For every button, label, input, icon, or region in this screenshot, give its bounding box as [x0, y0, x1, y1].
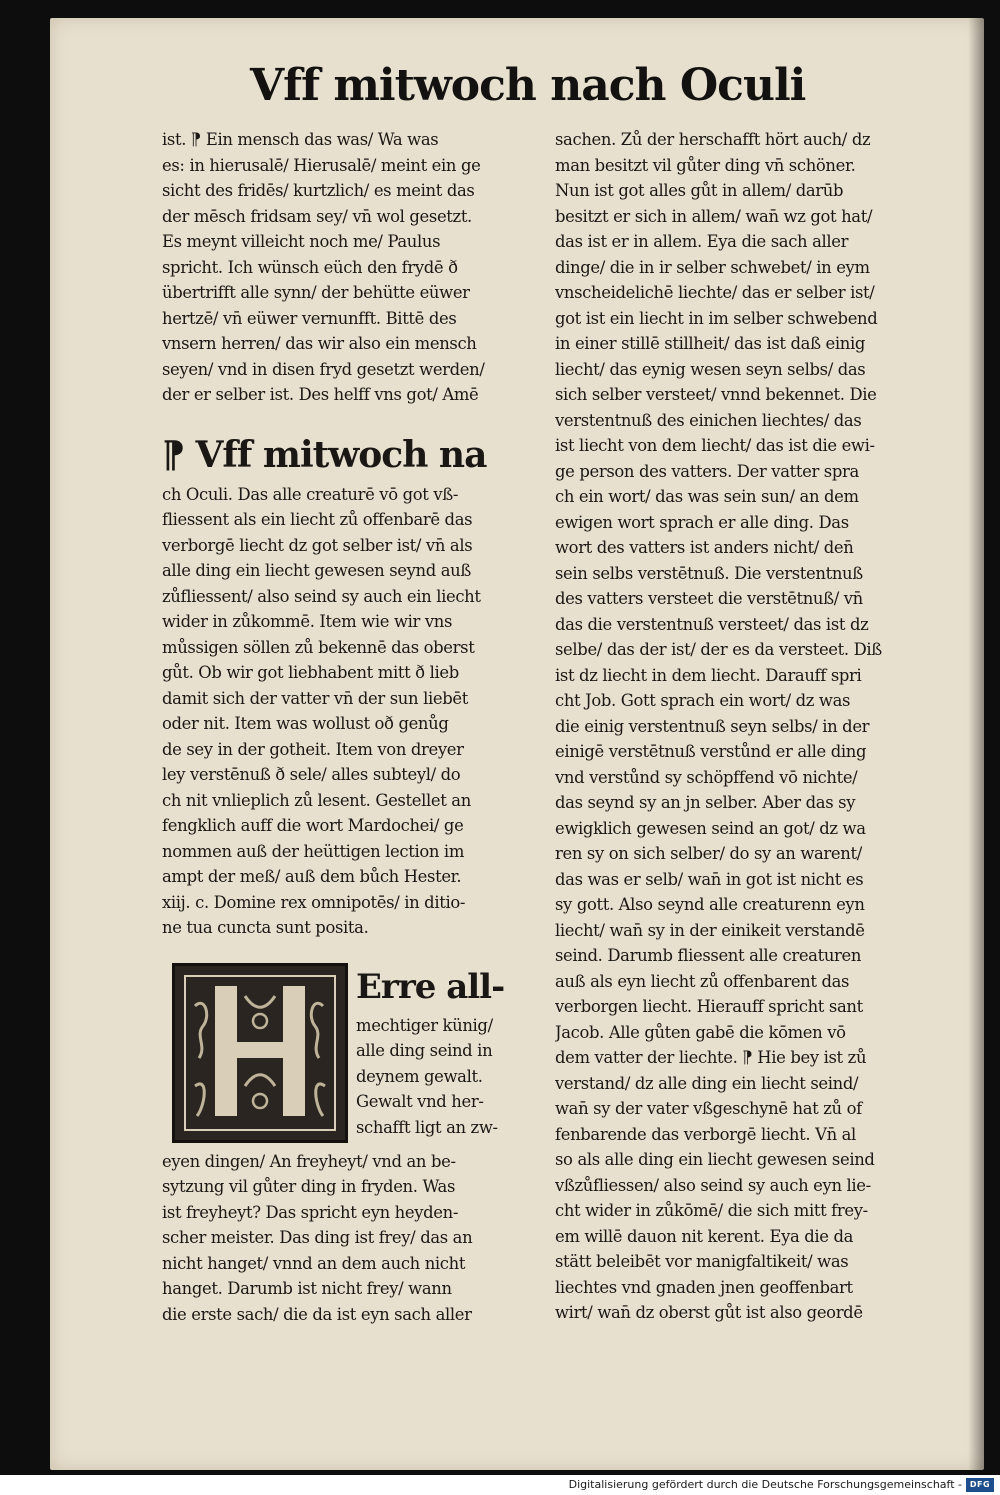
- text-line: ist freyheyt? Das spricht eyn heyden-: [162, 1202, 459, 1222]
- running-head: Vff mitwoch nach Oculi: [250, 60, 806, 111]
- text-line: ampt der meß/ auß dem bůch Hester.: [162, 867, 462, 886]
- text-line: die erste sach/ die da ist eyn sach aller: [162, 1304, 472, 1324]
- text-line: übertrifft alle synn/ der behütte eüwer: [162, 283, 470, 302]
- text-line: nicht hanget/ vnnd an dem auch nicht: [162, 1253, 466, 1273]
- text-line: das seynd sy an jn selber. Aber das sy: [555, 793, 856, 812]
- text-line: alle ding ein liecht gewesen seynd auß: [162, 561, 471, 580]
- text-line: got ist ein liecht in im selber schwebend: [555, 308, 878, 328]
- right-column-text: [555, 127, 933, 1326]
- text-line: deynem gewalt.: [356, 1066, 483, 1086]
- text-line: auß als eyn liecht zů offenbarent das: [555, 971, 850, 991]
- text-line: sein selbs verstētnuß. Die verstentnuß: [555, 563, 863, 583]
- text-line: das die verstentnuß versteet/ das ist dz: [555, 614, 869, 634]
- text-line: ist liecht von dem liecht/ das ist die ewi-: [555, 436, 875, 455]
- paragraph-gap: [162, 408, 542, 428]
- text-line: das ist er in allem. Eya die sach aller: [555, 232, 849, 251]
- text-line: wan̄ sy der vater vßgeschynē hat zů of: [555, 1099, 862, 1118]
- text-line: Es meynt villeicht noch me/ Paulus: [162, 232, 441, 251]
- paragraph-gap: [162, 941, 542, 961]
- left-column: [162, 127, 542, 1327]
- text-line: vnd verstůnd sy schöpffend vō nichte/: [555, 767, 858, 787]
- footer-bar: [0, 1475, 1000, 1495]
- text-line: xiij. c. Domine rex omnipotēs/ in ditio-: [162, 892, 466, 912]
- text-line: můssigen söllen zů bekennē das oberst: [162, 637, 475, 657]
- text-line: cht wider in zůkōmē/ die sich mitt frey-: [555, 1201, 868, 1220]
- text-line: vßzůfliessen/ also seind sy auch eyn lie-: [555, 1175, 871, 1195]
- text-line: es: in hierusalē/ Hierusalē/ meint ein ge: [162, 155, 481, 175]
- text-line: fenbarende das verborgē liecht. Vn̄ al: [555, 1124, 856, 1144]
- text-line: vnscheidelichē liechte/ das er selber ist/: [555, 283, 875, 302]
- text-line: gůt. Ob wir got liebhabent mitt ð lieb: [162, 663, 459, 682]
- footer-credit: Digitalisierung gefördert durch die Deutsche Forschungsgemeinschaft -: [568, 1478, 962, 1491]
- text-line: wirt/ wan̄ dz oberst gůt ist also geordē: [555, 1303, 863, 1322]
- text-line: fengklich auff die wort Mardochei/ ge: [162, 816, 464, 835]
- text-line: ley verstēnuß ð sele/ alles subteyl/ do: [162, 765, 461, 784]
- text-line: ne tua cuncta sunt posita.: [162, 918, 369, 937]
- text-line: vnsern herren/ das wir also ein mensch: [162, 334, 477, 353]
- right-column: [555, 127, 933, 1326]
- text-line: em willē dauon nit kerent. Eya die da: [555, 1226, 854, 1246]
- text-line: sicht des fridēs/ kurtzlich/ es meint das: [162, 181, 475, 200]
- text-line: ge person des vatters. Der vatter spra: [555, 461, 859, 481]
- text-line: sytzung vil gůter ding in fryden. Was: [162, 1177, 456, 1196]
- text-line: scher meister. Das ding ist frey/ das an: [162, 1228, 473, 1247]
- text-line: ch nit vnlieplich zů lesent. Gestellet an: [162, 790, 471, 810]
- text-line: liecht/ wan̄ sy in der einikeit verstandē: [555, 920, 865, 940]
- left-column-top-text: [162, 127, 542, 408]
- text-line: besitzt er sich in allem/ wan̄ wz got hat/: [555, 206, 873, 226]
- text-line: damit sich der vatter vn̄ der sun liebēt: [162, 688, 468, 708]
- text-line: de sey in der gotheit. Item von dreyer: [162, 739, 464, 759]
- text-line: der mēsch fridsam sey/ vn̄ wol gesetzt.: [162, 206, 472, 226]
- text-line: zůfliessent/ also seind sy auch ein liecht: [162, 586, 481, 606]
- text-line: ewigklich gewesen seind an got/ dz wa: [555, 818, 866, 838]
- text-line: sachen. Zů der herschafft hört auch/ dz: [555, 130, 871, 149]
- text-line: ren sy on sich selber/ do sy an warent/: [555, 844, 862, 863]
- text-line: oder nit. Item was wollust oð genůg: [162, 714, 449, 733]
- text-line: in einer stillē stillheit/ das ist daß einig: [555, 334, 866, 353]
- woodcut-initial-h: [172, 963, 348, 1143]
- text-line: verborgē liecht dz got selber ist/ vn̄ als: [162, 535, 473, 555]
- text-line: man besitzt vil gůter ding vn̄ schöner.: [555, 155, 856, 175]
- text-line: einigē verstētnuß verstůnd er alle ding: [555, 742, 867, 761]
- text-line: seind. Darumb fliessent alle creaturen: [555, 946, 862, 965]
- text-line: stätt beleibēt vor manigfaltikeit/ was: [555, 1252, 849, 1271]
- text-line: nommen auß der heüttigen lection im: [162, 841, 465, 861]
- text-line: dinge/ die in ir selber schwebet/ in eym: [555, 257, 870, 277]
- text-line: so als alle ding ein liecht gewesen seind: [555, 1150, 875, 1169]
- text-line: wort des vatters ist anders nicht/ den̄: [555, 538, 854, 557]
- woodcut-ornament-icon: [175, 966, 345, 1140]
- decorated-initial-block: [162, 963, 542, 1149]
- text-line: verborgen liecht. Hierauff spricht sant: [555, 997, 863, 1016]
- text-line: wider in zůkommē. Item wie wir vns: [162, 612, 453, 631]
- text-line: ewigen wort sprach er alle ding. Das: [555, 512, 849, 532]
- text-line: alle ding seind in: [356, 1041, 493, 1060]
- text-line: schafft ligt an zw-: [356, 1117, 498, 1137]
- text-line: hanget. Darumb ist nicht frey/ wann: [162, 1279, 452, 1298]
- text-line: des vatters versteet die verstētnuß/ vn̄: [555, 589, 863, 608]
- text-line: eyen dingen/ An freyheyt/ vnd an be-: [162, 1151, 456, 1171]
- spine-shadow: [968, 18, 984, 1470]
- text-line: spricht. Ich wünsch eüch den frydē ð: [162, 257, 458, 277]
- initial-adjacent-text: [356, 963, 546, 1141]
- text-line: sy gott. Also seynd alle creaturenn eyn: [555, 895, 865, 914]
- text-line: liechtes vnd gnaden jnen geoffenbart: [555, 1277, 853, 1297]
- text-line: Nun ist got alles gůt in allem/ darūb: [555, 181, 844, 200]
- initial-first-line: Erre all-: [356, 966, 505, 1007]
- text-line: ch Oculi. Das alle creaturē vō got vß-: [162, 484, 459, 504]
- text-line: dem vatter der liechte. ⁋ Hie bey ist zů: [555, 1048, 867, 1067]
- text-line: verstentnuß des einichen liechtes/ das: [555, 410, 862, 430]
- text-line: ist. ⁋ Ein mensch das was/ Wa was: [162, 130, 439, 149]
- text-line: ch ein wort/ das was sein sun/ an dem: [555, 487, 859, 506]
- text-line: verstand/ dz alle ding ein liecht seind/: [555, 1073, 859, 1093]
- text-line: cht Job. Gott sprach ein wort/ dz was: [555, 691, 851, 710]
- left-column-middle-text: [162, 482, 542, 941]
- text-line: mechtiger künig/: [356, 1015, 493, 1035]
- text-line: fliessent als ein liecht zů offenbarē das: [162, 510, 473, 529]
- text-line: die einig verstentnuß seyn selbs/ in der: [555, 716, 870, 736]
- section-heading: ⁋ Vff mitwoch na: [162, 433, 487, 476]
- text-line: Gewalt vnd her-: [356, 1092, 484, 1111]
- dfg-logo-icon: DFG: [966, 1478, 994, 1492]
- text-line: das was er selb/ wan̄ in got ist nicht es: [555, 869, 864, 889]
- initial-lines: [356, 1013, 546, 1141]
- text-line: selbe/ das der ist/ der es da versteet. Diß: [555, 640, 882, 659]
- text-line: hertzē/ vn̄ eüwer vernunfft. Bittē des: [162, 308, 457, 328]
- text-line: Jacob. Alle gůten gabē die kōmen vō: [555, 1022, 846, 1042]
- text-line: der er selber ist. Des helff vns got/ Amē: [162, 385, 479, 404]
- text-line: liecht/ das eynig wesen seyn selbs/ das: [555, 359, 866, 379]
- text-line: seyen/ vnd in disen fryd gesetzt werden/: [162, 359, 485, 379]
- left-column-bottom-text: [162, 1149, 542, 1328]
- text-line: sich selber versteet/ vnnd bekennet. Die: [555, 385, 877, 404]
- text-line: ist dz liecht in dem liecht. Darauff spri: [555, 665, 862, 685]
